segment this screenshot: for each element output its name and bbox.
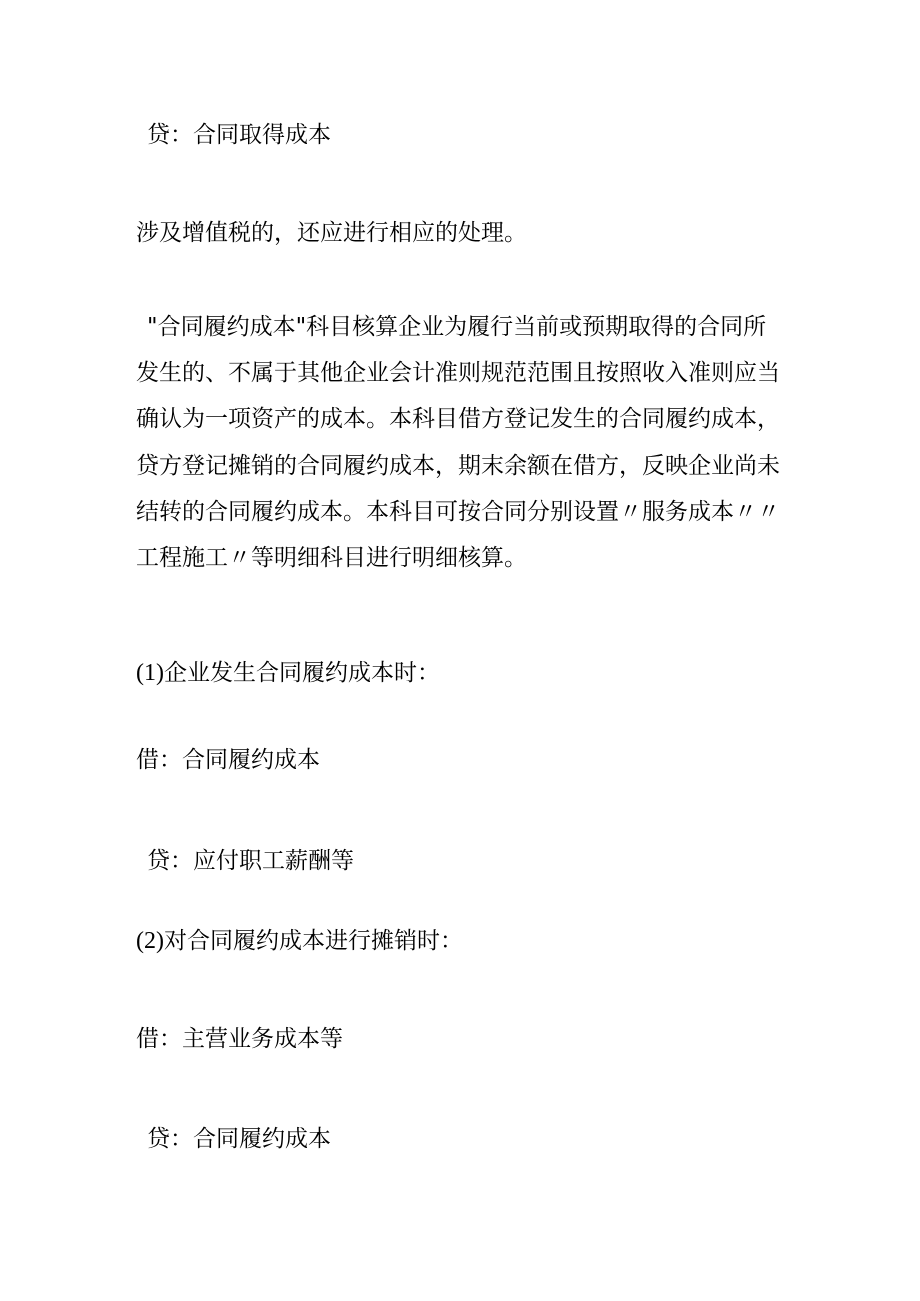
item-1-number: (1): [136, 660, 164, 686]
debit-entry-contract-fulfillment-cost: 借：合同履约成本: [136, 747, 320, 773]
item-2-text: 对合同履约成本进行摊销时：: [163, 928, 463, 954]
item-1-text: 企业发生合同履约成本时：: [163, 660, 440, 686]
paragraph-line: 结转的合同履约成本。本科目可按合同分别设置〃服务成本〃〃: [136, 498, 780, 525]
contract-fulfillment-cost-paragraph: [136, 304, 796, 581]
credit-entry-contract-fulfillment-cost: 贷：合同履约成本: [147, 1126, 331, 1152]
debit-entry-main-business-cost: 借：主营业务成本等: [136, 1026, 343, 1052]
paragraph-line: 工程施工〃等明细科目进行明细核算。: [136, 545, 527, 572]
paragraph-line: 发生的、不属于其他企业会计准则规范范围且按照收入准则应当: [136, 360, 780, 387]
vat-note: 涉及增值税的，还应进行相应的处理。: [136, 220, 527, 246]
paragraph-line: 贷方登记摊销的合同履约成本，期末余额在借方，反映企业尚未: [136, 452, 780, 479]
item-2: [136, 918, 463, 964]
credit-entry-contract-acquisition-cost: 贷：合同取得成本: [147, 122, 331, 148]
item-1: [136, 650, 440, 696]
credit-entry-payroll: 贷：应付职工薪酬等: [147, 848, 354, 874]
paragraph-line: "合同履约成本"科目核算企业为履行当前或预期取得的合同所: [147, 314, 767, 340]
item-2-number: (2): [136, 928, 164, 954]
paragraph-line: 确认为一项资产的成本。本科目借方登记发生的合同履约成本，: [136, 406, 780, 433]
